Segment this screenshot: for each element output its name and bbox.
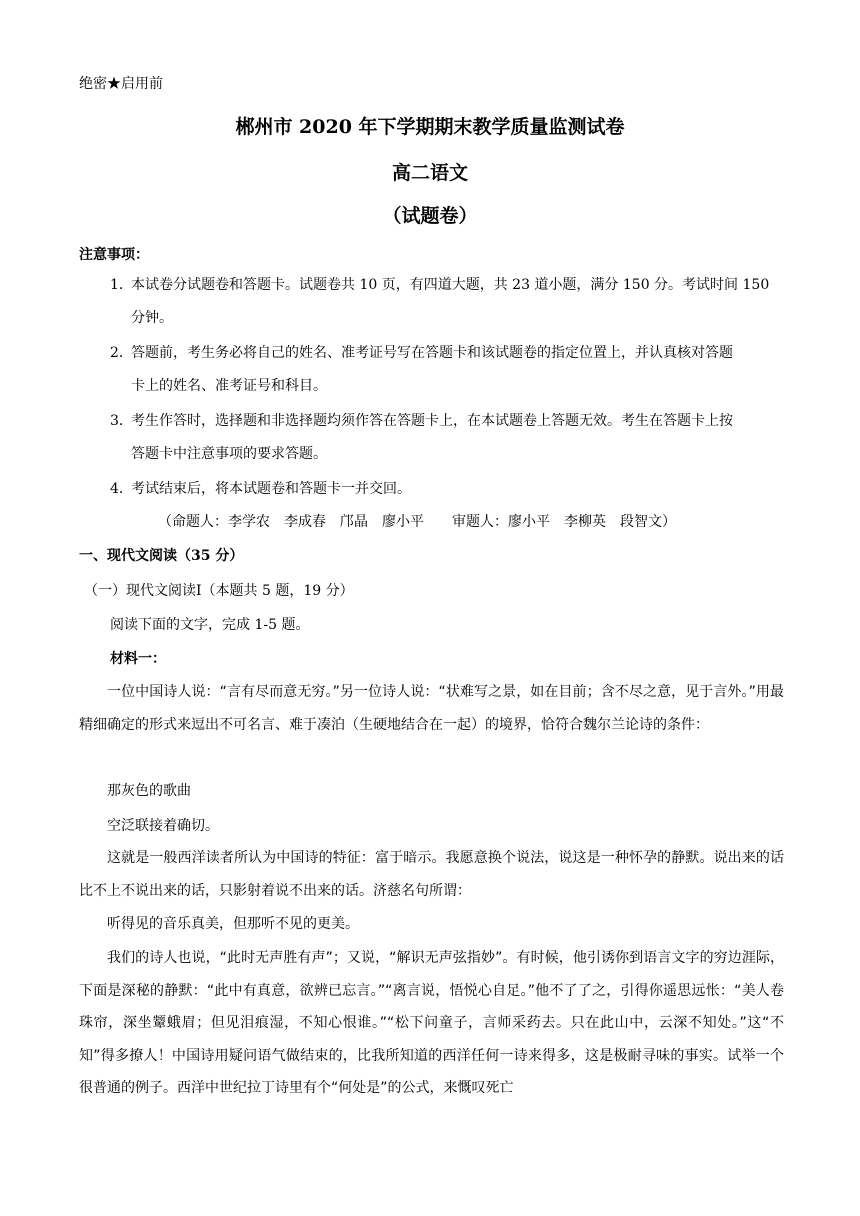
- notice-item-number: 1．: [110, 277, 133, 293]
- notice-item-number: 2．: [110, 345, 133, 361]
- section-heading: 一、现代文阅读（35 分）: [79, 548, 244, 564]
- subsection-heading: （一）现代文阅读Ⅰ（本题共 5 题，19 分）: [84, 583, 354, 599]
- notice-item: [110, 269, 784, 335]
- paragraph: 一位中国诗人说：“言有尽而意无穷。”另一位诗人说：“状难写之景，如在目前；含不尽之意，见于言外。”用最精细确定的形式来逗出不可名言、难于凑泊（生硬地结合在一起）的境界，恰符合魏尔兰论诗的条件：: [79, 684, 784, 733]
- authors-line: （命题人：李学农 李成春 邝晶 廖小平 审题人：廖小平 李柳英 段智文）: [158, 514, 676, 530]
- reading-instruction: 阅读下面的文字，完成 1-5 题。: [110, 617, 310, 633]
- notice-item-text: 答题前，考生务必将自己的姓名、准考证号写在答题卡和该试题卷的指定位置上，并认真核对答题: [131, 345, 733, 361]
- paragraph: 我们的诗人也说，“此时无声胜有声”；又说，“解识无声弦指妙”。有时候，他引诱你到语言文字的穷边涯际，下面是深秘的静默：“此中有真意，欲辨已忘言。”“离言说，悟悦心自足。”他不了了之，引得你遥思远怅：“美人卷珠帘，深坐颦蛾眉；但见泪痕湿，不知心恨谁。”“松下问童子，言师采药去。只在此山中，云深不知处。”这“不知”得多撩人！中国诗用疑问语气做结束的，比我所知道的西洋任何一诗来得多，这是极耐寻味的事实。试举一个很普通的例子。西洋中世纪拉丁诗里有个“何处是”的公式，来慨叹死亡: [79, 950, 784, 1096]
- notice-item: [110, 405, 784, 471]
- notice-item-number: 3．: [110, 413, 133, 429]
- notice-item-continuation: 卡上的姓名、准考证号和科目。: [131, 378, 327, 394]
- notice-item-text: 考生作答时，选择题和非选择题均须作答在答题卡上，在本试题卷上答题无效。考生在答题卡上按: [131, 413, 733, 429]
- material-label: 材料一：: [110, 651, 166, 667]
- verse-line: 空泛联接着确切。: [107, 818, 219, 834]
- notice-item-number: 4．: [110, 481, 133, 497]
- notice-item-text: 考试结束后，将本试题卷和答题卡一并交回。: [131, 481, 411, 497]
- paper-type-title: （试题卷）: [382, 205, 478, 227]
- notice-heading: 注意事项：: [79, 247, 149, 263]
- notice-item-continuation: 答题卡中注意事项的要求答题。: [131, 446, 327, 462]
- confidential-label: 绝密★启用前: [79, 76, 163, 92]
- notice-item-continuation: 分钟。: [131, 310, 173, 326]
- verse-line: 那灰色的歌曲: [107, 783, 191, 799]
- verse-line: 听得见的音乐真美，但那听不见的更美。: [107, 916, 359, 932]
- exam-title: 郴州市 2020 年下学期期末教学质量监测试卷: [235, 116, 625, 138]
- paragraph: 这就是一般西洋读者所认为中国诗的特征：富于暗示。我愿意换个说法，说这是一种怀孕的静默。说出来的话比不上不说出来的话，只影射着说不出来的话。济慈名句所谓：: [79, 850, 784, 899]
- notice-item: [110, 473, 784, 506]
- subject-title: 高二语文: [391, 162, 468, 184]
- notice-item-text: 本试卷分试题卷和答题卡。试题卷共 10 页，有四道大题，共 23 道小题，满分 150 分。考试时间 150: [131, 277, 770, 293]
- notice-item: [110, 337, 784, 403]
